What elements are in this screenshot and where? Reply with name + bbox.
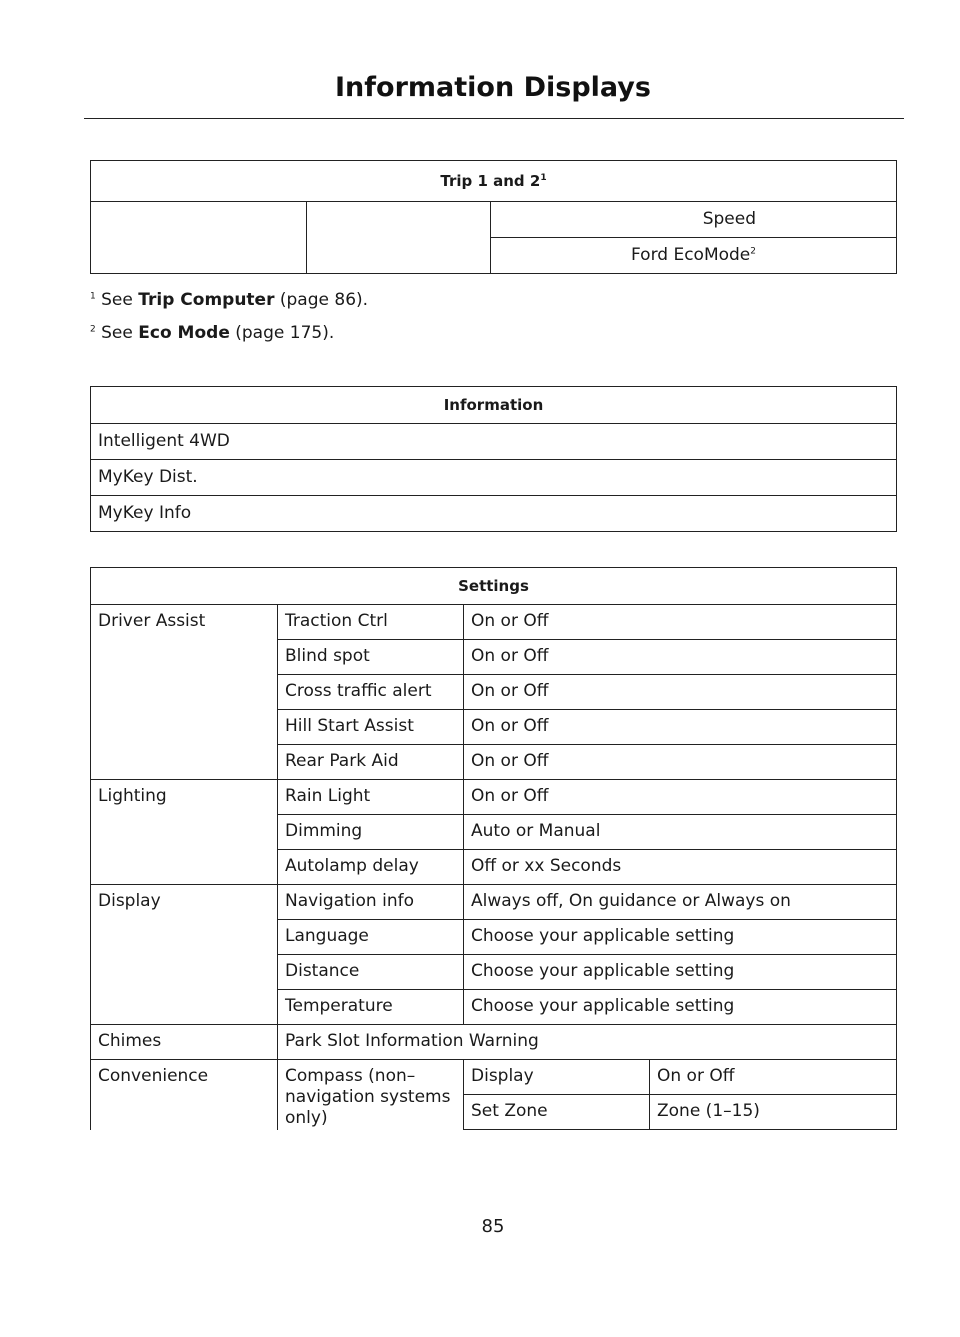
setting-name: Cross traffic alert [278, 675, 464, 710]
table-row [91, 460, 897, 496]
title-divider [84, 118, 904, 119]
table-row [91, 202, 897, 238]
category-cell: Chimes [91, 1025, 278, 1060]
table-cell: MyKey Dist. [91, 460, 897, 496]
setting-value: On or Off [650, 1060, 897, 1095]
setting-name: Language [278, 920, 464, 955]
setting-value: Park Slot Information Warning [278, 1025, 897, 1060]
setting-value: On or Off [464, 780, 897, 815]
setting-name: Compass (non–navigation systems only) [278, 1060, 464, 1130]
footnote-link[interactable]: Eco Mode [138, 323, 230, 343]
setting-name: Blind spot [278, 640, 464, 675]
setting-value: Auto or Manual [464, 815, 897, 850]
table-cell: Ford EcoMode$^2$ [491, 238, 897, 274]
table-cell: MyKey Info [91, 496, 897, 532]
table-row [91, 780, 897, 815]
setting-name: Temperature [278, 990, 464, 1025]
setting-value: On or Off [464, 640, 897, 675]
information-table-header: Information [91, 387, 897, 424]
setting-value: Choose your applicable setting [464, 990, 897, 1025]
setting-name: Distance [278, 955, 464, 990]
setting-value: On or Off [464, 675, 897, 710]
table-row [91, 605, 897, 640]
settings-table-header: Settings [91, 568, 897, 605]
trip-table [90, 160, 897, 274]
setting-name: Dimming [278, 815, 464, 850]
setting-value: Choose your applicable setting [464, 920, 897, 955]
footnote: $^1$ See Trip Computer (page 86). [90, 290, 369, 310]
footnote: $^2$ See Eco Mode (page 175). [90, 323, 335, 343]
category-cell: Lighting [91, 780, 278, 885]
category-cell: Convenience [91, 1060, 278, 1130]
trip-table-header: Trip 1 and $2^1$ [91, 161, 897, 202]
setting-value: Zone (1–15) [650, 1095, 897, 1130]
table-cell: Speed [491, 202, 897, 238]
footnote-link[interactable]: Trip Computer [138, 290, 275, 310]
setting-value: Always off, On guidance or Always on [464, 885, 897, 920]
table-row [91, 885, 897, 920]
table-row [91, 424, 897, 460]
table-cell: Intelligent 4WD [91, 424, 897, 460]
setting-value: On or Off [464, 710, 897, 745]
category-cell: Driver Assist [91, 605, 278, 780]
empty-cell [307, 202, 491, 274]
setting-name: Navigation info [278, 885, 464, 920]
empty-cell [91, 202, 307, 274]
setting-name: Set Zone [464, 1095, 650, 1130]
information-table [90, 386, 897, 532]
page-number: 85 [481, 1216, 505, 1237]
setting-name: Traction Ctrl [278, 605, 464, 640]
category-cell: Display [91, 885, 278, 1025]
table-row [91, 1025, 897, 1060]
page-title: Information Displays [335, 72, 651, 103]
setting-value: Off or xx Seconds [464, 850, 897, 885]
settings-table [90, 567, 897, 1130]
table-row [91, 496, 897, 532]
setting-name: Display [464, 1060, 650, 1095]
table-row [91, 1060, 897, 1095]
setting-value: Choose your applicable setting [464, 955, 897, 990]
setting-name: Autolamp delay [278, 850, 464, 885]
setting-name: Hill Start Assist [278, 710, 464, 745]
setting-value: On or Off [464, 605, 897, 640]
setting-name: Rear Park Aid [278, 745, 464, 780]
setting-value: On or Off [464, 745, 897, 780]
table-header-row [91, 161, 897, 202]
setting-name: Rain Light [278, 780, 464, 815]
